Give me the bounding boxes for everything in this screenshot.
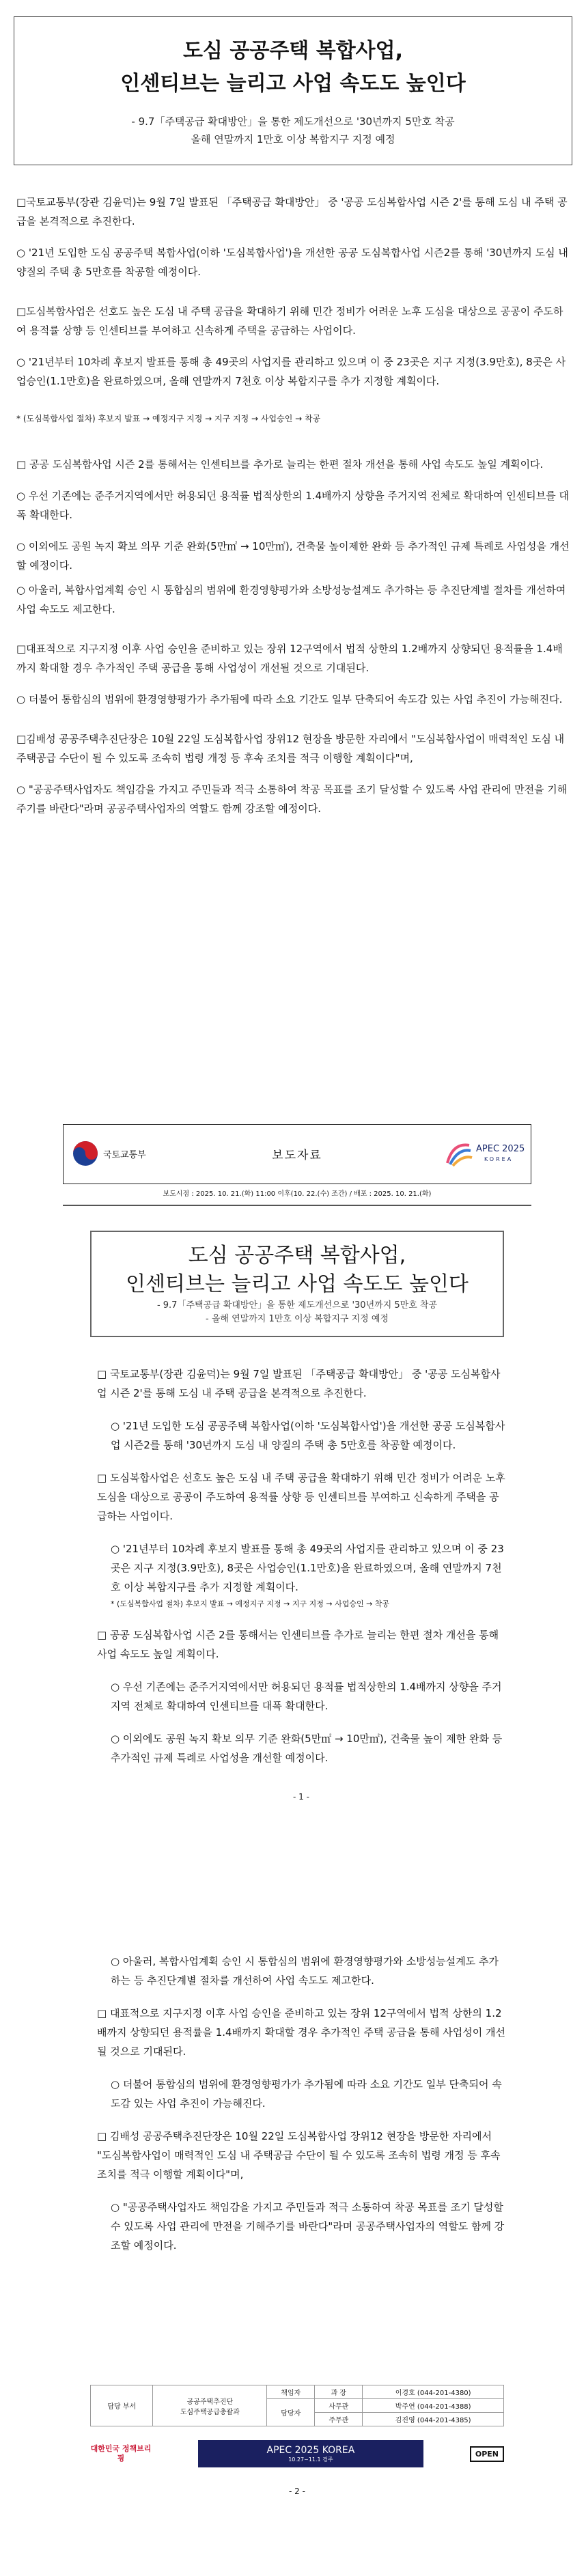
page-number: - 2 -	[289, 2487, 305, 2496]
doc-title-line-1: 도심 공공주택 복합사업,	[188, 1244, 406, 1268]
embargo-line: 보도시점 : 2025. 10. 21.(화) 11:00 이후(10. 22.(수) 조간) / 배포 : 2025. 10. 21.(화)	[63, 1184, 531, 1206]
paragraph: □도심복합사업은 선호도 높은 도심 내 주택 공급을 확대하기 위해 민간 정비가 어려운 노후 도심을 대상으로 공공이 주도하여 용적률 상향 등 인센티브를 부여하고 신속하게 주택을 공급하는 사업이다.	[16, 305, 563, 337]
subtitle-line-1: - 9.7「주택공급 확대방안」을 통한 제도개선으로 '30년까지 5만호 착공	[131, 115, 455, 128]
doc-paragraph: ○ 우선 기존에는 준주거지역에서만 허용되던 용적률 법적상한의 1.4배까지 상향을 주거지역 전체로 확대하여 인센티브를 대폭 확대한다.	[111, 1681, 502, 1712]
paragraph: ○ '21년부터 10차례 후보지 발표를 통해 총 49곳의 사업지를 관리하고 있으며 이 중 23곳은 지구 지정(3.9만호), 8곳은 사업승인(1.1만호)을 완료하였으며, 올해 연말까지 7천호 이상 복합지구를 추가 지정할 계획이다.	[16, 356, 566, 387]
page-break	[63, 1802, 531, 1952]
paragraph: □ 공공 도심복합사업 시즌 2를 통해서는 인센티브를 추가로 늘리는 한편 절차 개선을 통해 사업 속도도 높일 계획이다.	[16, 458, 544, 471]
doc-paragraph: □ 공공 도심복합사업 시즌 2를 통해서는 인센티브를 추가로 늘리는 한편 절차 개선을 통해 사업 속도도 높일 계획이다.	[97, 1629, 499, 1660]
paragraph: ○ 이외에도 공원 녹지 확보 의무 기준 완화(5만㎡ → 10만㎡), 건축물 높이제한 완화 등 추가적인 규제 특례로 사업성을 개선할 예정이다.	[16, 540, 570, 572]
doc-subtitle-line-1: - 9.7「주택공급 확대방안」을 통한 제도개선으로 '30년까지 5만호 착공	[156, 1300, 438, 1311]
resp-label: 책임자	[267, 2385, 315, 2399]
doc-paragraph: □ 도심복합사업은 선호도 높은 도심 내 주택 공급을 확대하기 위해 민간 정비가 어려운 노후 도심을 대상으로 공공이 주도하여 용적률 상향 등 인센티브를 부여하고 신속하게 주택을 공급하는 사업이다.	[97, 1472, 505, 1522]
contact-name: 박주연 (044-201-4388)	[363, 2399, 504, 2413]
doc-header	[63, 1124, 531, 1184]
press-release-image	[63, 1124, 531, 2558]
article-body	[0, 165, 586, 818]
footer-logos	[90, 2440, 504, 2467]
doc-page-2	[63, 1952, 531, 2255]
dept-name: 공공주택추진단	[186, 2398, 234, 2406]
apec-banner	[198, 2440, 423, 2467]
dept-label: 담당 부서	[91, 2385, 153, 2426]
doc-paragraph: ○ 아울러, 복합사업계획 승인 시 통합심의 범위에 환경영향평가와 소방성능설계도 추가하는 등 추진단계별 절차를 개선하여 사업 속도도 제고한다.	[111, 1955, 499, 1987]
apec-logo	[443, 1137, 525, 1171]
contact-name: 이경호 (044-201-4380)	[363, 2385, 504, 2399]
paragraph: □대표적으로 지구지정 이후 사업 승인을 준비하고 있는 장위 12구역에서 법적 상한의 1.2배까지 상향되던 용적률을 1.4배까지 확대할 경우 추가적인 주택 공급을 통해 사업성이 개선될 것으로 기대된다.	[16, 643, 563, 674]
subtitle-line-2: 올해 연말까지 1만호 이상 복합지구 지정 예정	[191, 133, 395, 145]
doc-subtitle-line-2: - 올해 연말까지 1만호 이상 복합지구 지정 예정	[206, 1314, 389, 1324]
note: * (도심복합사업 절차) 후보지 발표 → 예정지구 지정 → 지구 지정 → 사업승인 → 착공	[16, 414, 321, 423]
paragraph: ○ 우선 기존에는 준주거지역에서만 허용되던 용적률 법적상한의 1.4배까지 상향을 주거지역 전체로 확대하여 인센티브를 대폭 확대한다.	[16, 490, 569, 521]
contact-role: 사무관	[315, 2399, 363, 2413]
dept-sub: 도심주택공급총괄과	[180, 2408, 240, 2416]
apec-text: APEC 2025	[476, 1144, 525, 1154]
paragraph: ○ '21년 도입한 도심 공공주택 복합사업(이하 '도심복합사업')을 개선한 공공 도심복합사업 시즌2를 통해 '30년까지 도심 내 양질의 주택 총 5만호를 착공할 예정이다.	[16, 247, 568, 278]
doc-type: 보도자료	[272, 1149, 322, 1162]
policy-briefing-logo: 대한민국 정책브리핑	[90, 2444, 152, 2463]
ministry-name: 국토교통부	[103, 1149, 146, 1160]
paragraph: ○ 더불어 통합심의 범위에 환경영향평가가 추가됨에 따라 소요 기간도 일부 단축되어 속도감 있는 사업 추진이 가능해진다.	[16, 693, 563, 705]
doc-paragraph: ○ "공공주택사업자도 책임감을 가지고 주민들과 적극 소통하여 착공 목표를 조기 달성할 수 있도록 사업 관리에 만전을 기해주기를 바란다"라며 공공주택사업자의 역할도 함께 강조할 예정이다.	[111, 2201, 505, 2252]
contact-role: 주무관	[315, 2413, 363, 2426]
contact-section	[63, 2385, 531, 2496]
apec-sub: KOREA	[484, 1156, 514, 1162]
paragraph: □국토교통부(장관 김윤덕)는 9월 7일 발표된 「주택공급 확대방안」 중 '공공 도심복합사업 시즌 2'를 통해 도심 내 주택 공급을 본격적으로 추진한다.	[16, 196, 568, 227]
doc-paragraph: □ 김배성 공공주택추진단장은 10월 22일 도심복합사업 장위12 현장을 방문한 자리에서 "도심복합사업이 매력적인 도심 내 주택공급 수단이 될 수 있도록 조속히 법령 개정 등 후속 조치를 적극 이행할 계획이다"며,	[97, 2130, 501, 2181]
paragraph: ○ 아울러, 복합사업계획 승인 시 통합심의 범위에 환경영향평가와 소방성능설계도 추가하는 등 추진단계별 절차를 개선하여 사업 속도도 제고한다.	[16, 584, 566, 615]
open-license-badge: OPEN	[470, 2446, 504, 2462]
title-box	[14, 16, 572, 165]
contact-role: 과 장	[315, 2385, 363, 2399]
title-line-1: 도심 공공주택 복합사업,	[182, 39, 404, 63]
page	[0, 16, 586, 2496]
contact-name: 김진영 (044-201-4385)	[363, 2413, 504, 2426]
paragraph: □김배성 공공주택추진단장은 10월 22일 도심복합사업 장위12 현장을 방문한 자리에서 "도심복합사업이 매력적인 도심 내 주택공급 수단이 될 수 있도록 조속히 법령 개정 등 후속 조치를 적극 이행할 계획이다"며,	[16, 733, 565, 764]
doc-paragraph: □ 대표적으로 지구지정 이후 사업 승인을 준비하고 있는 장위 12구역에서 법적 상한의 1.2배까지 상향되던 용적률을 1.4배까지 확대할 경우 추가적인 주택 공급을 통해 사업성이 개선될 것으로 기대된다.	[97, 2007, 505, 2058]
staff-label: 담당자	[267, 2399, 315, 2426]
paragraph: ○ "공공주택사업자도 책임감을 가지고 주민들과 적극 소통하여 착공 목표를 조기 달성할 수 있도록 사업 관리에 만전을 기해주기를 바란다"라며 공공주택사업자의 역할도 함께 강조할 예정이다.	[16, 783, 568, 815]
doc-title-box	[90, 1231, 504, 1337]
dept-cell	[153, 2385, 267, 2426]
doc-paragraph: ○ 더불어 통합심의 범위에 환경영향평가가 추가됨에 따라 소요 기간도 일부 단축되어 속도감 있는 사업 추진이 가능해진다.	[111, 2078, 502, 2110]
apec-emblem-icon	[443, 1138, 473, 1168]
doc-paragraph: ○ '21년부터 10차례 후보지 발표를 통해 총 49곳의 사업지를 관리하고 있으며 이 중 23곳은 지구 지정(3.9만호), 8곳은 사업승인(1.1만호)을 완료하였으며, 올해 연말까지 7천호 이상 복합지구를 추가 지정할 계획이다.	[111, 1543, 504, 1593]
apec-banner-text: APEC 2025 KOREA	[266, 2444, 355, 2456]
page-number: - 1 -	[293, 1792, 309, 1802]
title-line-2: 인센티브는 늘리고 사업 속도도 높인다	[120, 72, 466, 96]
contact-table	[90, 2385, 504, 2426]
doc-paragraph: □ 국토교통부(장관 김윤덕)는 9월 7일 발표된 「주택공급 확대방안」 중 '공공 도심복합사업 시즌 2'를 통해 도심 내 주택 공급을 본격적으로 추진한다.	[97, 1368, 501, 1399]
doc-paragraph: ○ 이외에도 공원 녹지 확보 의무 기준 완화(5만㎡ → 10만㎡), 건축물 높이 제한 완화 등 추가적인 규제 특례로 사업성을 개선할 예정이다.	[111, 1733, 503, 1764]
doc-paragraph: ○ '21년 도입한 도심 공공주택 복합사업(이하 '도심복합사업')을 개선한 공공 도심복합사업 시즌2를 통해 '30년까지 도심 내 양질의 주택 총 5만호를 착공할 예정이다.	[111, 1420, 505, 1451]
doc-note: * (도심복합사업 절차) 후보지 발표 → 예정지구 지정 → 지구 지정 → 사업승인 → 착공	[111, 1599, 390, 1608]
doc-title-line-2: 인센티브는 늘리고 사업 속도도 높인다	[126, 1272, 469, 1296]
doc-page-1	[63, 1337, 531, 1802]
apec-banner-sub: 10.27~11.1 경주	[288, 2456, 333, 2463]
